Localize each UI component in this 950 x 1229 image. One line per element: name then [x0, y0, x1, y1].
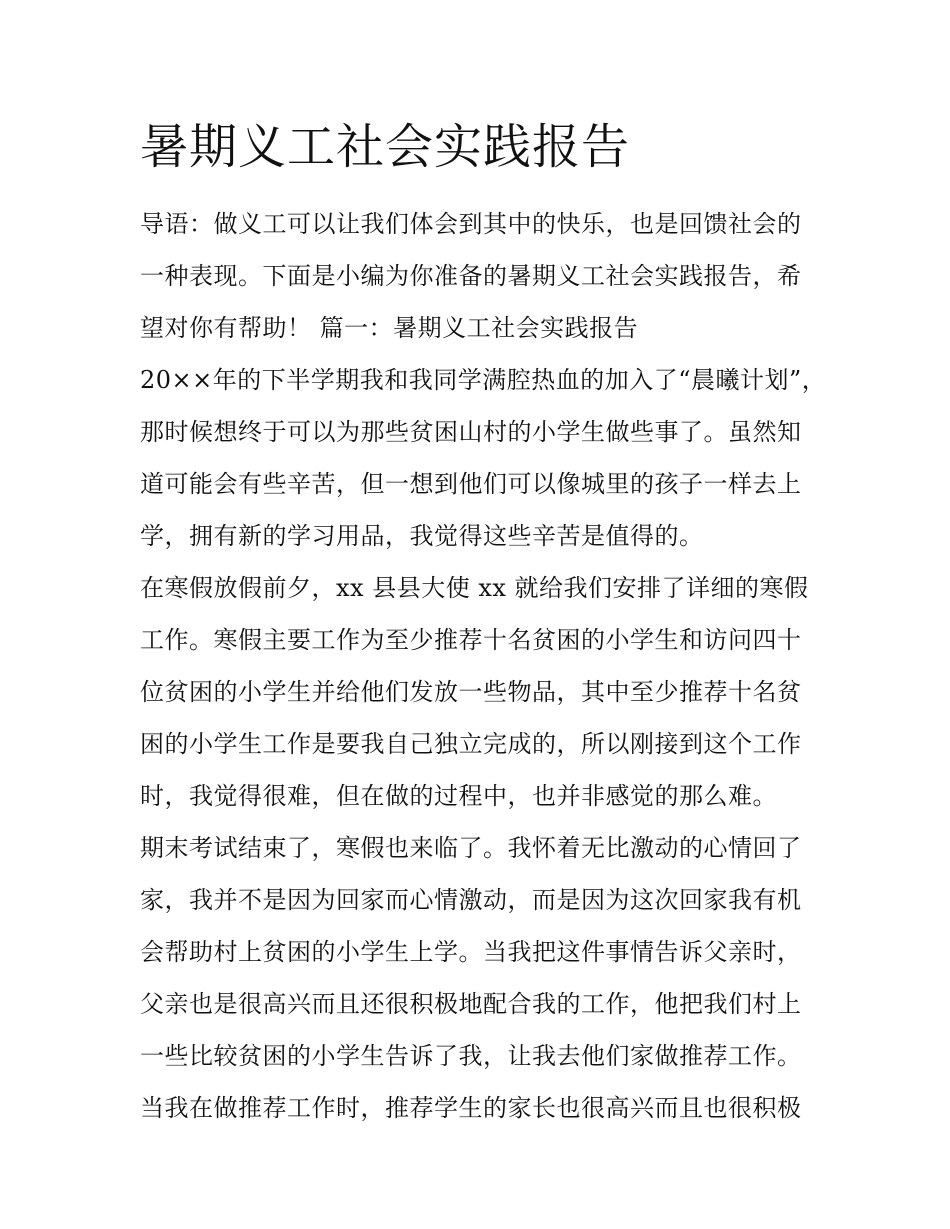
- body-line-12: 时，我觉得很难，但在做的过程中，也并非感觉的那么难。: [140, 782, 777, 810]
- body-line-16: 父亲也是很高兴而且还很积极地配合我的工作，他把我们村上: [140, 990, 802, 1018]
- body-line-15: 会帮助村上贫困的小学生上学。当我把这件事情告诉父亲时，: [140, 938, 802, 966]
- body-line-6: 道可能会有些辛苦，但一想到他们可以像城里的孩子一样去上: [140, 470, 802, 498]
- body-line-11: 困的小学生工作是要我自己独立完成的，所以刚接到这个工作: [140, 730, 802, 758]
- body-line-3: 望对你有帮助！ 篇一：暑期义工社会实践报告: [140, 314, 639, 342]
- body-line-4: 20××年的下半学期我和我同学满腔热血的加入了“晨曦计划”，: [140, 366, 827, 394]
- document-title: 暑期义工社会实践报告: [140, 119, 631, 175]
- body-line-17: 一些比较贫困的小学生告诉了我，让我去他们家做推荐工作。: [140, 1042, 802, 1070]
- body-line-14: 家，我并不是因为回家而心情激动，而是因为这次回家我有机: [140, 886, 802, 914]
- body-line-10: 位贫困的小学生并给他们发放一些物品，其中至少推荐十名贫: [140, 678, 802, 706]
- document-body: [140, 198, 827, 1134]
- body-line-13: 期末考试结束了，寒假也来临了。我怀着无比激动的心情回了: [140, 834, 802, 862]
- body-line-5: 那时候想终于可以为那些贫困山村的小学生做些事了。虽然知: [140, 418, 802, 446]
- body-line-8: 在寒假放假前夕，xx 县县大使 xx 就给我们安排了详细的寒假: [140, 574, 809, 602]
- body-line-1: 导语：做义工可以让我们体会到其中的快乐，也是回馈社会的: [140, 210, 802, 238]
- body-line-2: 一种表现。下面是小编为你准备的暑期义工社会实践报告，希: [140, 262, 802, 290]
- body-line-9: 工作。寒假主要工作为至少推荐十名贫困的小学生和访问四十: [140, 626, 802, 654]
- body-line-7: 学，拥有新的学习用品，我觉得这些辛苦是值得的。: [140, 522, 704, 550]
- body-line-18: 当我在做推荐工作时，推荐学生的家长也很高兴而且也很积极: [140, 1094, 802, 1122]
